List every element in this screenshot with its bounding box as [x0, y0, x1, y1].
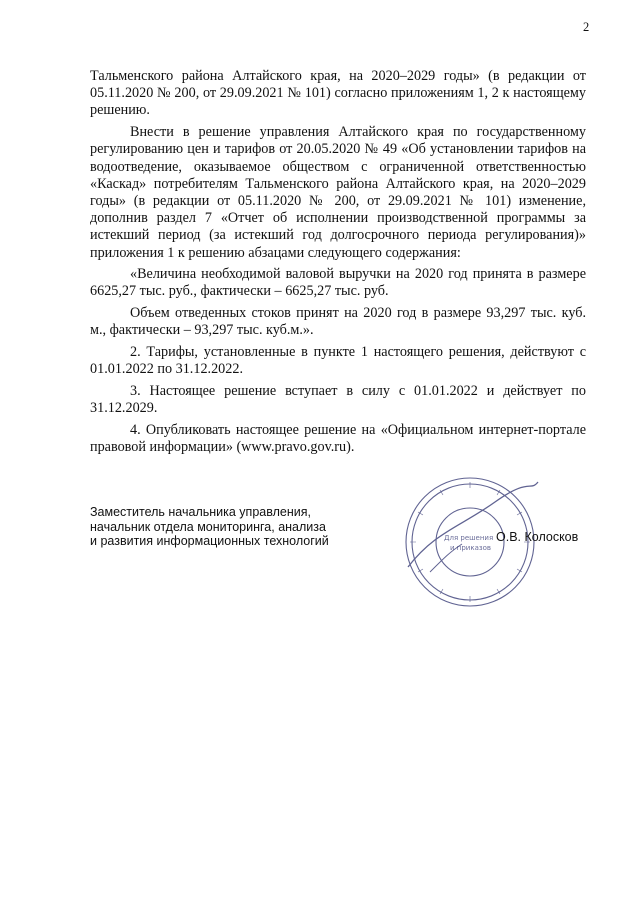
signer-name: О.В. Колосков — [496, 530, 579, 544]
paragraph-volume: Объем отведенных стоков принят на 2020 год в размере 93,297 тыс. куб. м., фактически – 93,297 тыс. куб.м.». — [90, 305, 586, 339]
paragraph-effective-date: 3. Настоящее решение вступает в силу с 01.01.2022 и действует по 31.12.2029. — [90, 382, 586, 417]
paragraph-continuation: Тальменского района Алтайского края, на 2020–2029 годы» (в редакции от 05.11.2020 № 200, от 29.09.2021 № 101) согласно приложениям 1, 2 к настоящему решению. — [90, 68, 586, 119]
page-number: 2 — [583, 20, 590, 34]
paragraph-tariff-period: 2. Тарифы, установленные в пункте 1 настоящего решения, действуют с 01.01.2022 по 31.12.2022. — [90, 344, 586, 378]
position-line: и развития информационных технологий — [90, 534, 329, 548]
paragraph-revenue: «Величина необходимой валовой выручки на 2020 год принята в размере 6625,27 тыс. руб., фактически – 6625,27 тыс. руб. — [90, 266, 586, 300]
position-line: начальник отдела мониторинга, анализа — [90, 519, 326, 534]
document-body — [90, 68, 586, 461]
position-line: Заместитель начальника управления, — [90, 505, 311, 519]
stamp-inner-text: Для решения — [444, 534, 494, 542]
paragraph-publication: 4. Опубликовать настоящее решение на «Официальном интернет-портале правовой информации» (www.pravo.gov.ru). — [90, 421, 586, 456]
paragraph-amendment: Внести в решение управления Алтайского края по государственному регулированию цен и тарифов от 20.05.2020 № 49 «Об установлении тарифов на водоотведение, оказываемое обществом с ограниченной ответственностью «Каскад» потребителям Тальменского района Алтайского края, на 2020–2029 годы» (в редакции от 05.11.2020 № 200, от 29.09.2021 № 101) изменение, дополнив раздел 7 «Отчет об исполнении производственной программы за истекший период (за истекший год долгосрочного периода регулирования)» приложения 1 к решению абзацами следующего содержания: — [90, 124, 586, 261]
stamp-inner-text: и приказов — [450, 544, 491, 552]
